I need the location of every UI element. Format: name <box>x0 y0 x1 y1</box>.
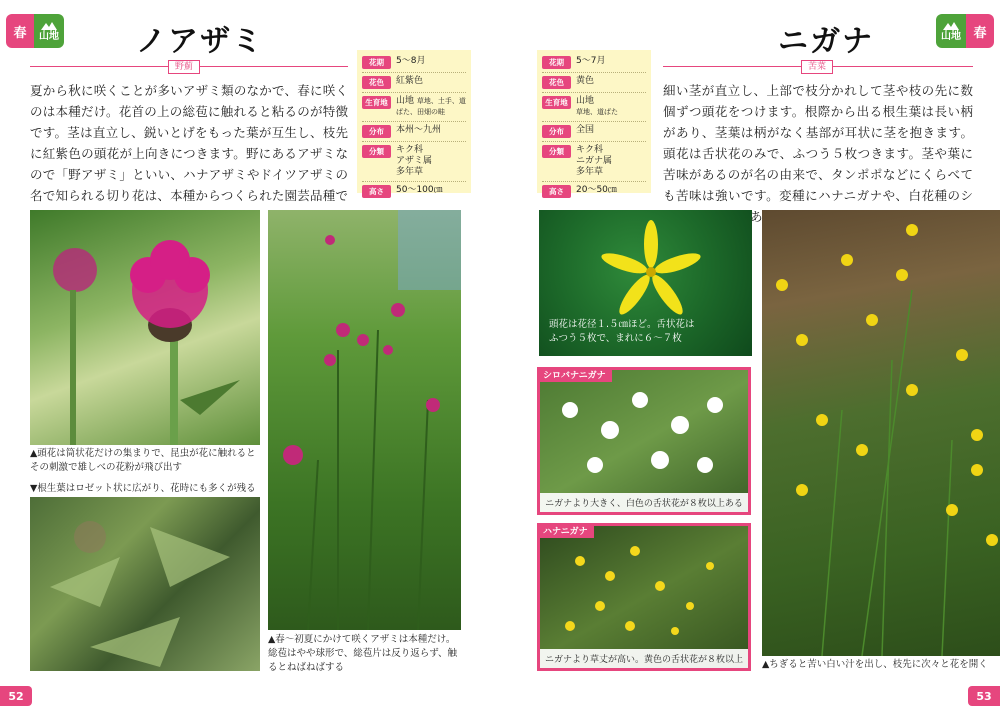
shirobana-title: シロバナニガナ <box>537 367 612 382</box>
info-row-color: 花色 紅紫色 <box>362 73 466 93</box>
info-row-color: 花色 黄色 <box>542 73 646 93</box>
description: 細い茎が直立し、上部で枝分かれして茎や枝の先に数個ずつ頭花をつけます。根際から出る根生葉は長い柄があり、茎葉は柄がなく基部が耳状に茎を抱きます。頭花は舌状花のみで、ふつう５枚つきます。茎や葉に苦味があるのが名の由来で、タンポポなどにくらべても苦味は強いです。変種にハナニガナや、白花種のシ あ <box>663 83 973 224</box>
season-label: 春 <box>6 14 34 48</box>
habitat-label: 山地 <box>936 14 966 48</box>
thistle-field-photo <box>268 210 461 630</box>
season-habitat-tag <box>936 14 994 48</box>
nigana-flower-caption: 頭花は花径１.５㎝ほど。舌状花はふつう５枚で、まれに６～７枚 <box>549 319 695 344</box>
flower-caption: ▲頭花は筒状花だけの集まりで、昆虫が花に触れるとその刺激で雄しべの花粉が飛び出す <box>30 448 256 473</box>
season-habitat-tag <box>6 14 64 48</box>
info-table <box>357 50 471 196</box>
kanji-label: 苦菜 <box>801 60 833 74</box>
rosette-photo <box>30 497 260 671</box>
field-caption: ▲春～初夏にかけて咲くアザミは本種だけ。総苞はやや球形で、総苞片は反り返らず、触るとねばねばする <box>268 634 458 673</box>
info-row-distribution: 分布 本州～九州 <box>362 122 466 142</box>
description: 夏から秋に咲くことが多いアザミ類のなかで、春に咲くのは本種だけ。花首の上の総苞に触れると粘るのが特徴です。茎は直立し、鋭いとげをもった葉が互生し、枝先に紅紫色の頭花が上向きにつきます。野にあるアザミなので「野アザミ」といい、ハナアザミやドイツアザミの名で知られる切り花は、本種からつくられた園芸品種で <box>30 83 348 203</box>
info-row-flowering: 花期 5～7月 <box>542 53 646 73</box>
hananigana-title: ハナニガナ <box>537 523 594 538</box>
thistle-flower-photo <box>30 210 260 445</box>
nigana-field-photo <box>762 210 1000 656</box>
hananigana-caption: ニガナより草丈が高い。黄色の舌状花が８枚以上 <box>540 649 748 668</box>
info-row-flowering: 花期 5～8月 <box>362 53 466 73</box>
kanji-name <box>663 60 973 72</box>
info-row-habitat: 生育地 山地 草地、道ばた <box>542 93 646 122</box>
kanji-name <box>30 60 348 72</box>
hananigana-panel <box>537 523 751 671</box>
info-table <box>537 50 651 196</box>
nigana-field-caption: ▲ちぎると苦い白い汁を出し、枝先に次々と花を開く <box>762 659 988 670</box>
page-number: 52 <box>0 686 32 706</box>
shirobana-caption: ニガナより大きく、白色の舌状花が８枚以上ある <box>540 493 748 512</box>
info-row-height: 高さ 50～100㎝ <box>362 182 466 201</box>
nigana-flower-photo <box>539 210 752 356</box>
info-row-habitat: 生育地 山地 草地、土手、道ばた、田畑の畦 <box>362 93 466 122</box>
page-title: ニガナ <box>778 24 874 59</box>
habitat-label: 山地 <box>34 14 64 48</box>
page-title: ノアザミ <box>136 24 264 59</box>
kanji-label: 野薊 <box>168 60 200 74</box>
rosette-caption: ▼根生葉はロゼット状に広がり、花時にも多くが残る <box>30 483 256 494</box>
info-row-distribution: 分布 全国 <box>542 122 646 142</box>
page-number: 53 <box>968 686 1000 706</box>
info-row-height: 高さ 20～50㎝ <box>542 182 646 201</box>
mountain-icon <box>943 21 959 30</box>
mountain-icon <box>41 21 57 30</box>
info-row-classification: 分類 キク科 アザミ属 多年草 <box>362 142 466 182</box>
season-label: 春 <box>966 14 994 48</box>
shirobana-panel <box>537 367 751 515</box>
info-row-classification: 分類 キク科 ニガナ属 多年草 <box>542 142 646 182</box>
